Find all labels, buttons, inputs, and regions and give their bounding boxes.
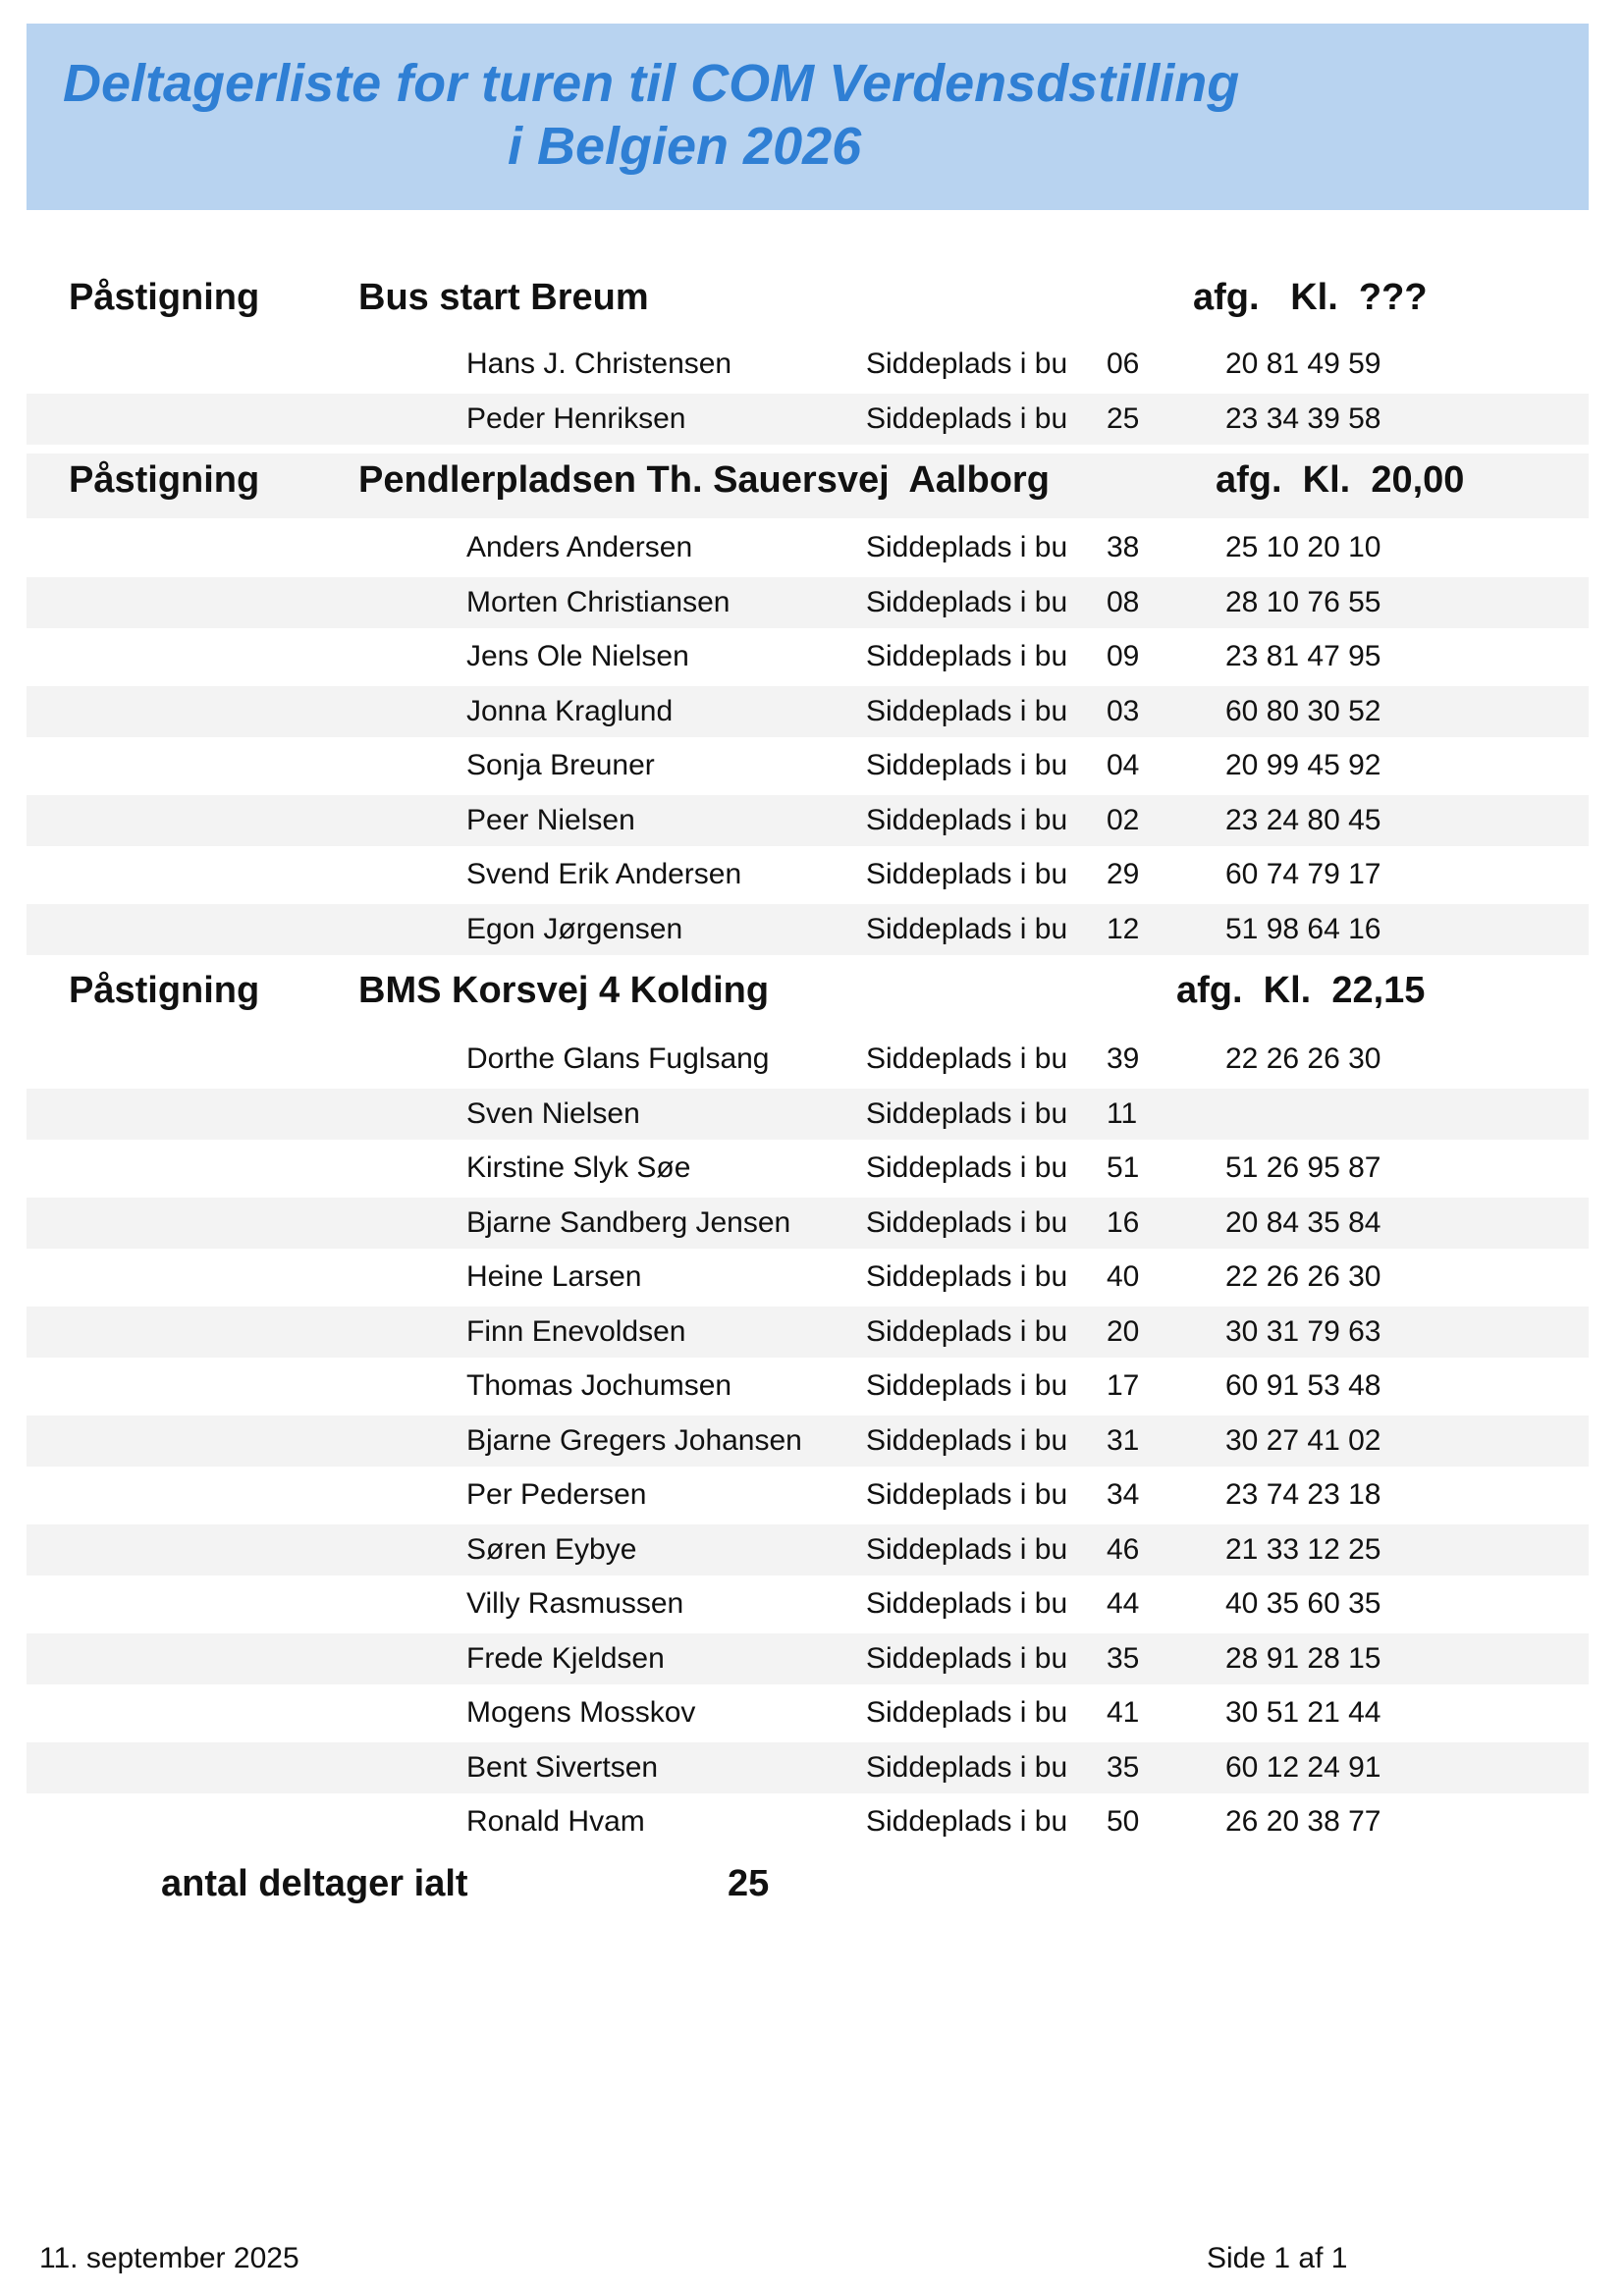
total-label: antal deltager ialt (161, 1863, 468, 1904)
section-header-aalborg (27, 454, 1589, 518)
participant-row (27, 1089, 1589, 1140)
seat-label: Siddeplads i bu (866, 1642, 1068, 1675)
seat-label: Siddeplads i bu (866, 695, 1068, 727)
participant-row (27, 686, 1589, 737)
participant-name: Frede Kjeldsen (466, 1642, 665, 1675)
section-departure: afg. Kl. 20,00 (1216, 459, 1465, 501)
participant-row (27, 631, 1589, 682)
phone-number: 30 51 21 44 (1225, 1696, 1381, 1729)
participant-name: Peder Henriksen (466, 402, 686, 435)
seat-number: 46 (1107, 1533, 1140, 1566)
participant-name: Sonja Breuner (466, 749, 655, 781)
participant-name: Heine Larsen (466, 1260, 642, 1293)
seat-label: Siddeplads i bu (866, 1206, 1068, 1239)
phone-number: 23 81 47 95 (1225, 640, 1381, 672)
participant-name: Morten Christiansen (466, 586, 731, 618)
seat-label: Siddeplads i bu (866, 1587, 1068, 1620)
phone-number: 22 26 26 30 (1225, 1260, 1381, 1293)
seat-number: 51 (1107, 1151, 1140, 1184)
section-departure: afg. Kl. 22,15 (1176, 970, 1426, 1011)
seat-number: 38 (1107, 531, 1140, 563)
participant-row (27, 1469, 1589, 1521)
phone-number: 60 80 30 52 (1225, 695, 1381, 727)
participant-name: Kirstine Slyk Søe (466, 1151, 691, 1184)
seat-number: 50 (1107, 1805, 1140, 1838)
seat-number: 04 (1107, 749, 1140, 781)
seat-number: 20 (1107, 1315, 1140, 1348)
footer-date: 11. september 2025 (39, 2242, 299, 2274)
participant-row (27, 1742, 1589, 1793)
participant-row (27, 740, 1589, 791)
seat-label: Siddeplads i bu (866, 1424, 1068, 1457)
participant-row (27, 577, 1589, 628)
phone-number: 22 26 26 30 (1225, 1042, 1381, 1075)
participant-row (27, 339, 1589, 390)
participant-name: Ronald Hvam (466, 1805, 645, 1838)
seat-number: 08 (1107, 586, 1140, 618)
phone-number: 21 33 12 25 (1225, 1533, 1381, 1566)
seat-label: Siddeplads i bu (866, 1151, 1068, 1184)
participant-row (27, 904, 1589, 955)
seat-number: 06 (1107, 347, 1140, 380)
participant-name: Svend Erik Andersen (466, 858, 742, 890)
seat-label: Siddeplads i bu (866, 1805, 1068, 1838)
phone-number: 26 20 38 77 (1225, 1805, 1381, 1838)
participant-name: Hans J. Christensen (466, 347, 732, 380)
participant-name: Dorthe Glans Fuglsang (466, 1042, 770, 1075)
seat-label: Siddeplads i bu (866, 402, 1068, 435)
section-departure: afg. Kl. ??? (1193, 277, 1428, 318)
participant-name: Mogens Mosskov (466, 1696, 696, 1729)
phone-number: 23 24 80 45 (1225, 804, 1381, 836)
participant-row (27, 394, 1589, 445)
seat-label: Siddeplads i bu (866, 1042, 1068, 1075)
seat-label: Siddeplads i bu (866, 749, 1068, 781)
phone-number: 60 12 24 91 (1225, 1751, 1381, 1784)
seat-number: 03 (1107, 695, 1140, 727)
section-header-kolding (27, 964, 1589, 1029)
section-location: Bus start Breum (358, 277, 649, 318)
participant-name: Anders Andersen (466, 531, 693, 563)
participant-name: Sven Nielsen (466, 1097, 640, 1130)
seat-number: 02 (1107, 804, 1140, 836)
document-title-line-1: Deltagerliste for turen til COM Verdensdstilling (63, 54, 1240, 113)
participant-name: Egon Jørgensen (466, 913, 683, 945)
phone-number: 20 81 49 59 (1225, 347, 1381, 380)
participant-row (27, 1198, 1589, 1249)
participant-name: Jens Ole Nielsen (466, 640, 689, 672)
seat-label: Siddeplads i bu (866, 804, 1068, 836)
seat-number: 41 (1107, 1696, 1140, 1729)
phone-number: 30 31 79 63 (1225, 1315, 1381, 1348)
participant-row (27, 1143, 1589, 1194)
participant-name: Jonna Kraglund (466, 695, 674, 727)
seat-number: 35 (1107, 1751, 1140, 1784)
participant-row (27, 1524, 1589, 1575)
seat-label: Siddeplads i bu (866, 347, 1068, 380)
footer-page-number: Side 1 af 1 (1207, 2242, 1348, 2274)
participant-name: Søren Eybye (466, 1533, 637, 1566)
participant-row (27, 1796, 1589, 1847)
participant-row (27, 1361, 1589, 1412)
participant-row (27, 1633, 1589, 1684)
seat-label: Siddeplads i bu (866, 913, 1068, 945)
seat-number: 17 (1107, 1369, 1140, 1402)
section-prefix: Påstigning (69, 277, 260, 318)
seat-label: Siddeplads i bu (866, 1533, 1068, 1566)
seat-label: Siddeplads i bu (866, 1696, 1068, 1729)
phone-number: 25 10 20 10 (1225, 531, 1381, 563)
seat-number: 31 (1107, 1424, 1140, 1457)
section-location: Pendlerpladsen Th. Sauersvej Aalborg (358, 459, 1050, 501)
phone-number: 60 74 79 17 (1225, 858, 1381, 890)
section-prefix: Påstigning (69, 459, 260, 501)
participant-name: Finn Enevoldsen (466, 1315, 686, 1348)
participant-name: Peer Nielsen (466, 804, 635, 836)
participant-name: Bjarne Sandberg Jensen (466, 1206, 791, 1239)
participant-row (27, 1307, 1589, 1358)
seat-label: Siddeplads i bu (866, 531, 1068, 563)
seat-number: 39 (1107, 1042, 1140, 1075)
seat-label: Siddeplads i bu (866, 1369, 1068, 1402)
participant-name: Bjarne Gregers Johansen (466, 1424, 802, 1457)
seat-label: Siddeplads i bu (866, 858, 1068, 890)
participant-row (27, 1034, 1589, 1085)
total-value: 25 (728, 1863, 770, 1904)
seat-label: Siddeplads i bu (866, 1097, 1068, 1130)
seat-number: 11 (1107, 1097, 1138, 1130)
seat-label: Siddeplads i bu (866, 1260, 1068, 1293)
phone-number: 20 84 35 84 (1225, 1206, 1381, 1239)
phone-number: 23 74 23 18 (1225, 1478, 1381, 1511)
participant-row (27, 1687, 1589, 1738)
participant-row (27, 522, 1589, 573)
seat-number: 09 (1107, 640, 1140, 672)
section-prefix: Påstigning (69, 970, 260, 1011)
seat-label: Siddeplads i bu (866, 1478, 1068, 1511)
participant-name: Villy Rasmussen (466, 1587, 684, 1620)
participant-row (27, 795, 1589, 846)
seat-label: Siddeplads i bu (866, 1751, 1068, 1784)
phone-number: 23 34 39 58 (1225, 402, 1381, 435)
seat-number: 40 (1107, 1260, 1140, 1293)
seat-number: 44 (1107, 1587, 1140, 1620)
participant-row (27, 1578, 1589, 1629)
phone-number: 40 35 60 35 (1225, 1587, 1381, 1620)
participant-name: Bent Sivertsen (466, 1751, 659, 1784)
participant-row (27, 1415, 1589, 1467)
phone-number: 51 26 95 87 (1225, 1151, 1381, 1184)
seat-number: 12 (1107, 913, 1140, 945)
seat-number: 34 (1107, 1478, 1140, 1511)
phone-number: 20 99 45 92 (1225, 749, 1381, 781)
section-header-breum (27, 271, 1589, 336)
participant-name: Per Pedersen (466, 1478, 647, 1511)
document-title-line-2: i Belgien 2026 (508, 117, 862, 176)
seat-number: 25 (1107, 402, 1140, 435)
phone-number: 28 10 76 55 (1225, 586, 1381, 618)
seat-label: Siddeplads i bu (866, 1315, 1068, 1348)
phone-number: 60 91 53 48 (1225, 1369, 1381, 1402)
phone-number: 30 27 41 02 (1225, 1424, 1381, 1457)
seat-label: Siddeplads i bu (866, 640, 1068, 672)
seat-number: 29 (1107, 858, 1140, 890)
participant-total (161, 1863, 947, 1912)
phone-number: 28 91 28 15 (1225, 1642, 1381, 1675)
participant-row (27, 849, 1589, 900)
phone-number: 51 98 64 16 (1225, 913, 1381, 945)
seat-number: 16 (1107, 1206, 1140, 1239)
seat-number: 35 (1107, 1642, 1140, 1675)
participant-name: Thomas Jochumsen (466, 1369, 732, 1402)
seat-label: Siddeplads i bu (866, 586, 1068, 618)
section-location: BMS Korsvej 4 Kolding (358, 970, 770, 1011)
participant-row (27, 1252, 1589, 1303)
